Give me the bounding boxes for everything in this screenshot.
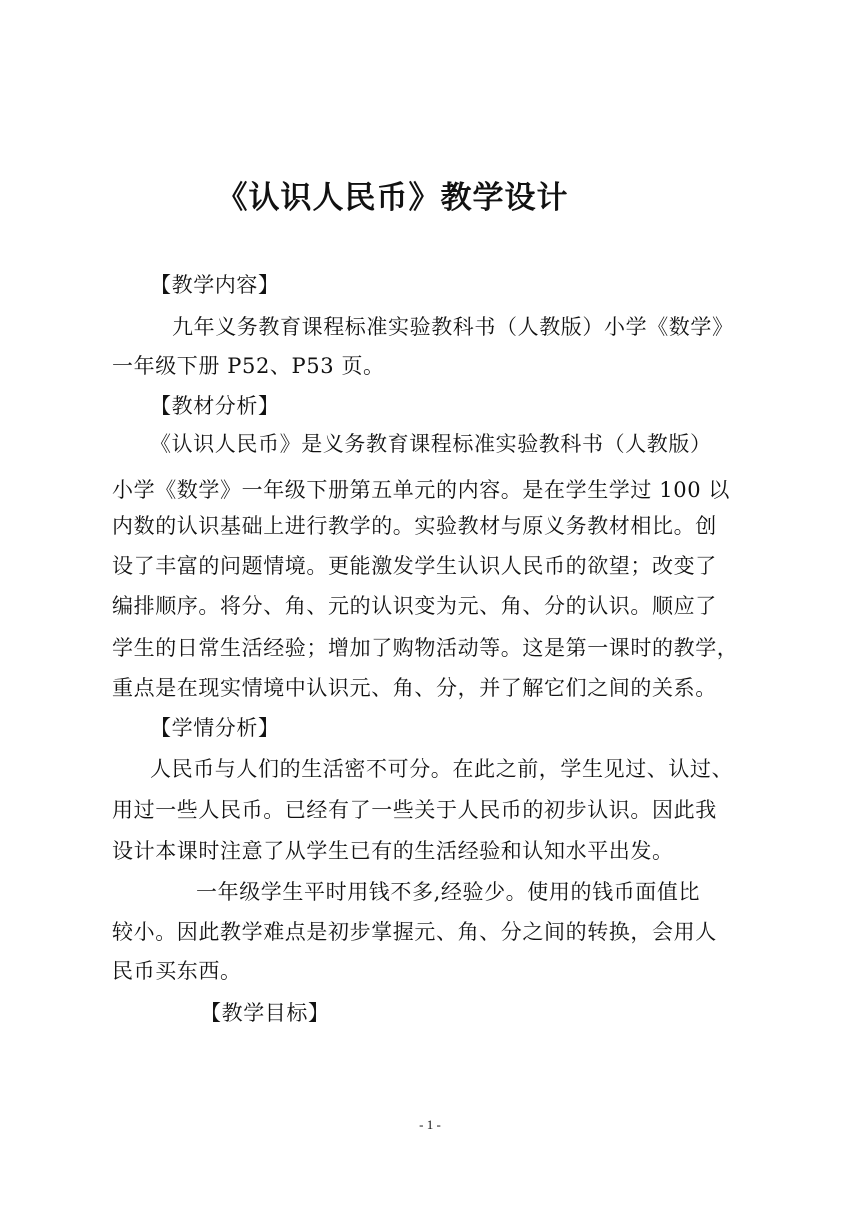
paragraph-line: 民币买东西。 xyxy=(112,959,242,983)
paragraph-line: 设了丰富的问题情境。更能激发学生认识人民币的欲望；改变了 xyxy=(112,554,717,578)
section-heading-student-analysis: 【学情分析】 xyxy=(150,716,280,740)
paragraph-line: 《认识人民币》是义务教育课程标准实验教科书（人教版） xyxy=(150,432,712,456)
paragraph-line: 设计本课时注意了从学生已有的生活经验和认知水平出发。 xyxy=(112,839,674,863)
page-number: - 1 - xyxy=(419,1117,441,1132)
document-title: 《认识人民币》教学设计 xyxy=(216,180,569,216)
paragraph-line: 较小。因此教学难点是初步掌握元、角、分之间的转换，会用人 xyxy=(112,920,717,944)
paragraph-line: 用过一些人民币。已经有了一些关于人民币的初步认识。因此我 xyxy=(112,798,717,822)
paragraph-line: 一年级下册 P52、P53 页。 xyxy=(112,354,385,378)
paragraph-line: 编排顺序。将分、角、元的认识变为元、角、分的认识。顺应了 xyxy=(112,594,717,618)
section-heading-textbook-analysis: 【教材分析】 xyxy=(150,394,280,418)
section-heading-teaching-content: 【教学内容】 xyxy=(150,273,280,297)
section-heading-teaching-goals: 【教学目标】 xyxy=(200,1001,330,1025)
paragraph-line: 人民币与人们的生活密不可分。在此之前，学生见过、认过、 xyxy=(150,757,734,781)
paragraph-line: 小学《数学》一年级下册第五单元的内容。是在学生学过 100 以 xyxy=(112,478,731,502)
paragraph-line: 一年级学生平时用钱不多,经验少。使用的钱币面值比 xyxy=(196,880,701,904)
paragraph-line: 九年义务教育课程标准实验教科书（人教版）小学《数学》 xyxy=(172,315,734,339)
paragraph-line: 学生的日常生活经验；增加了购物活动等。这是第一课时的教学， xyxy=(112,636,739,660)
paragraph-line: 重点是在现实情境中认识元、角、分，并了解它们之间的关系。 xyxy=(112,676,717,700)
paragraph-line: 内数的认识基础上进行教学的。实验教材与原义务教材相比。创 xyxy=(112,514,717,538)
